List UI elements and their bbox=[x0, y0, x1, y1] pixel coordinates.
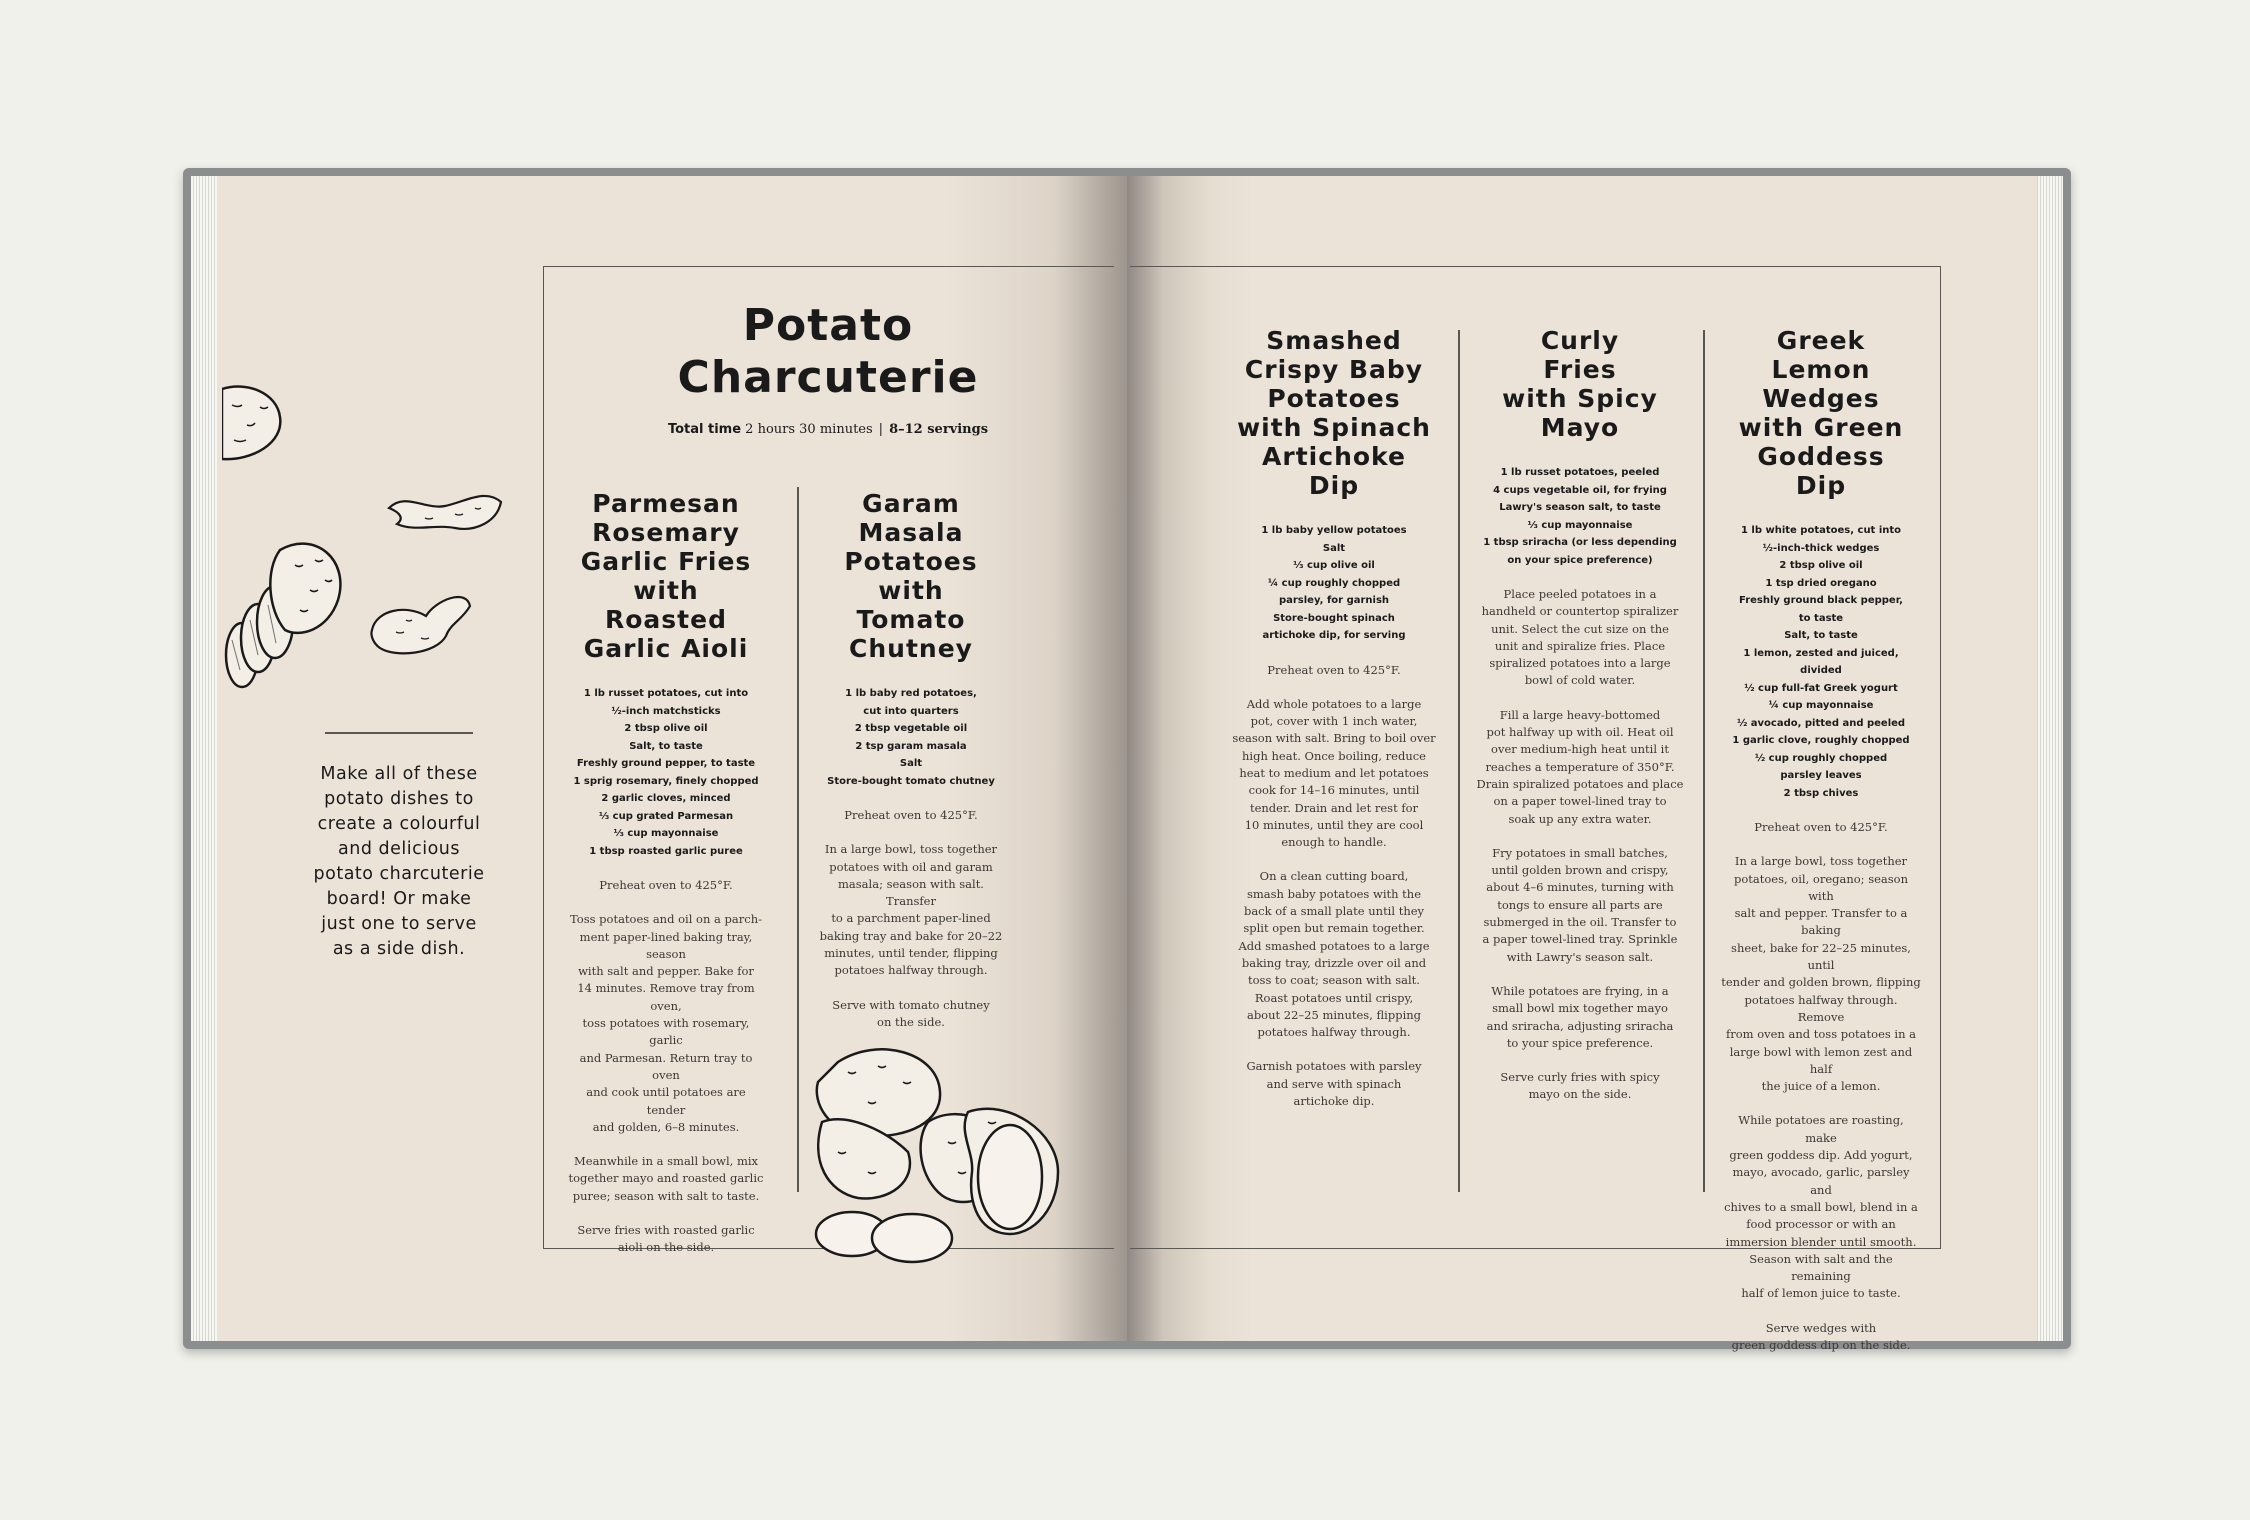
ingredient-list bbox=[566, 685, 766, 860]
method-paragraph bbox=[1475, 983, 1685, 1052]
method-line: potatoes halfway through. bbox=[1257, 1025, 1411, 1040]
method-line: salt and pepper. Transfer to a baking bbox=[1734, 906, 1908, 938]
method-paragraph bbox=[566, 1153, 766, 1205]
method-line: and sriracha, adjusting sriracha bbox=[1486, 1018, 1674, 1033]
method-line: until golden brown and crispy, bbox=[1491, 863, 1669, 878]
method-line: back of a small plate until they bbox=[1243, 904, 1425, 919]
method-line: Preheat oven to 425°F. bbox=[599, 878, 733, 892]
method-line: 14 minutes. Remove tray from oven, bbox=[577, 981, 755, 1013]
method-line: Season with salt and the remaining bbox=[1749, 1251, 1893, 1284]
ingredient-item: 1 tbsp sriracha (or less depending bbox=[1483, 537, 1677, 548]
method-line: tender. Drain and let rest for bbox=[1249, 800, 1419, 815]
ingredient-item: ⅓ cup grated Parmesan bbox=[598, 810, 734, 822]
recipe-title-line: Smashed bbox=[1266, 326, 1402, 355]
page-title bbox=[543, 300, 1113, 404]
method-line: on the side. bbox=[877, 1014, 945, 1029]
method-paragraph bbox=[1475, 1069, 1685, 1104]
ingredient-item: ½ cup roughly chopped bbox=[1754, 752, 1888, 764]
method-line: together mayo and roasted garlic bbox=[568, 1171, 764, 1186]
page-edges-right bbox=[2037, 176, 2063, 1341]
method-line: on a paper towel-lined tray to bbox=[1493, 794, 1667, 809]
method-line: heat to medium and let potatoes bbox=[1239, 765, 1429, 780]
method-paragraph bbox=[1232, 696, 1436, 852]
ingredient-item: parsley, for garnish bbox=[1278, 595, 1390, 606]
potato-chip-illustration-2 bbox=[366, 590, 476, 660]
servings: 8–12 servings bbox=[889, 422, 989, 437]
recipe-title bbox=[1721, 326, 1921, 500]
method-paragraph bbox=[1475, 707, 1685, 828]
method-line: Add whole potatoes to a large bbox=[1246, 696, 1422, 711]
recipe-title-line: Curly bbox=[1540, 326, 1620, 355]
ingredient-item: Store-bought spinach bbox=[1273, 612, 1395, 624]
ingredient-item: 1 garlic clove, roughly chopped bbox=[1732, 735, 1910, 746]
method-line: potatoes halfway through. Remove bbox=[1744, 992, 1898, 1024]
ingredient-item: Store-bought tomato chutney bbox=[827, 775, 995, 787]
method-line: In a large bowl, toss together bbox=[1734, 854, 1908, 869]
method-line: reaches a temperature of 350°F. bbox=[1485, 759, 1675, 774]
method-steps bbox=[1475, 586, 1685, 1104]
column-divider bbox=[1703, 330, 1705, 1192]
recipe-title-line: with bbox=[878, 576, 944, 605]
method-paragraph bbox=[1475, 586, 1685, 690]
method-line: Fill a large heavy-bottomed bbox=[1499, 707, 1661, 722]
recipe-title-line: with Green bbox=[1738, 413, 1904, 442]
method-line: Serve wedges with bbox=[1765, 1320, 1877, 1335]
method-line: baking tray, drizzle over oil and bbox=[1241, 955, 1427, 970]
method-steps bbox=[1721, 819, 1921, 1354]
method-line: bowl of cold water. bbox=[1524, 673, 1636, 688]
ingredient-item: parsley leaves bbox=[1780, 770, 1862, 781]
method-steps bbox=[815, 807, 1007, 1031]
recipe-title-line: Masala bbox=[858, 518, 964, 547]
method-line: green goddess dip on the side. bbox=[1731, 1338, 1911, 1353]
ingredient-item: ¼ cup mayonnaise bbox=[1768, 700, 1874, 711]
recipe-title-line: with bbox=[633, 576, 699, 605]
ingredient-item: 1 tsp dried oregano bbox=[1765, 577, 1877, 589]
method-steps bbox=[566, 877, 766, 1257]
recipe-title-line: Fries bbox=[1543, 355, 1617, 384]
method-line: Add smashed potatoes to a large bbox=[1238, 938, 1430, 953]
recipe-title-line: Greek bbox=[1776, 326, 1866, 355]
method-paragraph bbox=[1721, 1112, 1921, 1302]
title-line-2: Charcuterie bbox=[677, 352, 979, 403]
method-line: with Lawry's season salt. bbox=[1506, 949, 1654, 964]
method-line: handheld or countertop spiralizer bbox=[1481, 604, 1679, 619]
recipe-title-line: Lemon bbox=[1771, 355, 1871, 384]
method-line: about 22–25 minutes, flipping bbox=[1246, 1007, 1422, 1022]
ingredient-item: 2 garlic cloves, minced bbox=[601, 793, 731, 804]
method-line: pot, cover with 1 inch water, bbox=[1250, 714, 1418, 729]
method-line: from oven and toss potatoes in a bbox=[1725, 1027, 1917, 1042]
recipe-title bbox=[1232, 326, 1436, 500]
method-line: While potatoes are frying, in a bbox=[1491, 983, 1669, 998]
method-line: tender and golden brown, flipping bbox=[1721, 975, 1921, 990]
recipe-title bbox=[815, 489, 1007, 663]
method-line: food processor or with an bbox=[1746, 1217, 1896, 1232]
ingredient-item: Salt, to taste bbox=[1784, 630, 1858, 641]
ingredient-item: 2 tbsp chives bbox=[1783, 787, 1859, 799]
column-divider bbox=[797, 487, 799, 1192]
recipe-column bbox=[815, 489, 1007, 1031]
recipe-meta: Total time 2 hours 30 minutes | 8–12 servings bbox=[667, 422, 989, 437]
title-line-1: Potato bbox=[742, 300, 914, 351]
method-line: to a parchment paper-lined bbox=[831, 911, 991, 926]
method-steps bbox=[1232, 662, 1436, 1111]
page-edges-left bbox=[191, 176, 217, 1341]
ingredient-item: ½-inch matchsticks bbox=[611, 705, 721, 717]
method-paragraph bbox=[815, 841, 1007, 979]
recipe-title-line: Parmesan bbox=[592, 489, 740, 518]
method-paragraph bbox=[566, 911, 766, 1136]
method-line: Place peeled potatoes in a bbox=[1503, 587, 1657, 601]
method-line: Garnish potatoes with parsley bbox=[1246, 1059, 1422, 1074]
recipe-column bbox=[1721, 326, 1921, 1354]
ingredient-item: 1 lb baby red potatoes, bbox=[845, 688, 977, 699]
method-line: a paper towel-lined tray. Sprinkle bbox=[1482, 932, 1678, 947]
method-line: enough to handle. bbox=[1281, 835, 1387, 850]
total-time-label: Total time bbox=[667, 422, 742, 437]
ingredient-item: Lawry's season salt, to taste bbox=[1499, 502, 1661, 513]
ingredient-list bbox=[815, 685, 1007, 790]
method-line: season with salt. Bring to boil over bbox=[1232, 731, 1436, 746]
ingredient-item: ⅓ cup olive oil bbox=[1293, 560, 1375, 571]
method-line: Preheat oven to 425°F. bbox=[844, 808, 978, 822]
method-line: half of lemon juice to taste. bbox=[1741, 1286, 1901, 1301]
method-line: tongs to ensure all parts are bbox=[1497, 897, 1663, 912]
method-paragraph bbox=[815, 997, 1007, 1032]
method-paragraph bbox=[1232, 1058, 1436, 1110]
recipe-title-line: Potatoes bbox=[844, 547, 978, 576]
method-line: Drain spiralized potatoes and place bbox=[1476, 776, 1684, 791]
recipe-title-line: Mayo bbox=[1540, 413, 1620, 442]
ingredient-item: ½ cup full-fat Greek yogurt bbox=[1744, 682, 1898, 694]
method-line: In a large bowl, toss together bbox=[824, 842, 998, 857]
method-line: and Parmesan. Return tray to oven bbox=[579, 1050, 753, 1082]
method-paragraph bbox=[1475, 845, 1685, 966]
method-line: green goddess dip. Add yogurt, bbox=[1729, 1148, 1913, 1163]
method-line: spiralized potatoes into a large bbox=[1489, 656, 1671, 671]
method-line: Roast potatoes until crispy, bbox=[1254, 990, 1414, 1005]
method-line: masala; season with salt. Transfer bbox=[838, 876, 984, 909]
ingredient-item: Freshly ground black pepper, bbox=[1739, 595, 1903, 606]
method-line: toss potatoes with rosemary, garlic bbox=[582, 1016, 750, 1048]
recipe-title-line: Crispy Baby bbox=[1244, 355, 1424, 384]
ingredient-item: 2 tbsp vegetable oil bbox=[854, 723, 968, 734]
method-line: and golden, 6–8 minutes. bbox=[592, 1119, 740, 1134]
potato-pile-illustration bbox=[808, 1042, 1078, 1282]
ingredient-item: cut into quarters bbox=[863, 705, 959, 717]
recipe-column bbox=[1475, 326, 1685, 1104]
recipe-title-line: Garlic Aioli bbox=[583, 634, 749, 663]
method-line: toss to coat; season with salt. bbox=[1248, 973, 1420, 988]
method-line: puree; season with salt to taste. bbox=[572, 1188, 760, 1203]
intro-rule bbox=[325, 732, 473, 734]
method-line: with salt and pepper. Bake for bbox=[578, 964, 754, 979]
method-line: Serve curly fries with spicy bbox=[1500, 1070, 1660, 1085]
recipe-title-line: with Spicy bbox=[1502, 384, 1658, 413]
method-paragraph bbox=[1721, 1320, 1921, 1355]
ingredient-item: 1 tbsp roasted garlic puree bbox=[589, 845, 743, 857]
ingredient-item: ½-inch-thick wedges bbox=[1762, 542, 1880, 554]
method-line: split open but remain together. bbox=[1243, 921, 1425, 936]
recipe-title-line: Garam bbox=[862, 489, 960, 518]
method-paragraph bbox=[1721, 853, 1921, 1095]
method-paragraph bbox=[566, 877, 766, 894]
recipe-title bbox=[566, 489, 766, 663]
recipe-title-line: with Spinach bbox=[1237, 413, 1431, 442]
method-line: Preheat oven to 425°F. bbox=[1754, 820, 1888, 834]
intro-text: Make all of these potato dishes to create a colourful and delicious potato charcuterie board! Or make just one to serve as a side dish. bbox=[313, 764, 485, 959]
recipe-title-line: Dip bbox=[1795, 471, 1847, 500]
ingredient-item: Salt bbox=[1322, 542, 1346, 554]
method-line: and serve with spinach bbox=[1266, 1076, 1402, 1091]
ingredient-item: 2 tsp garam masala bbox=[855, 740, 967, 752]
ingredient-item: ⅓ cup mayonnaise bbox=[613, 828, 719, 839]
method-line: Fry potatoes in small batches, bbox=[1492, 845, 1668, 860]
method-line: ment paper-lined baking tray, season bbox=[579, 929, 753, 961]
sliced-potato-illustration bbox=[220, 530, 350, 690]
method-line: mayo, avocado, garlic, parsley and bbox=[1732, 1165, 1910, 1197]
method-line: mayo on the side. bbox=[1528, 1087, 1632, 1102]
ingredient-item: 1 sprig rosemary, finely chopped bbox=[573, 775, 759, 787]
ingredient-list bbox=[1475, 464, 1685, 569]
method-line: On a clean cutting board, bbox=[1259, 869, 1409, 884]
method-line: unit. Select the cut size on the bbox=[1491, 621, 1669, 636]
ingredient-item: artichoke dip, for serving bbox=[1262, 630, 1406, 641]
method-line: potatoes, oil, oregano; season with bbox=[1733, 871, 1909, 903]
ingredient-item: Freshly ground pepper, to taste bbox=[576, 758, 756, 769]
method-line: unit and spiralize fries. Place bbox=[1494, 638, 1666, 653]
method-line: immersion blender until smooth. bbox=[1725, 1234, 1917, 1249]
ingredient-item: ⅓ cup mayonnaise bbox=[1527, 519, 1633, 531]
method-paragraph bbox=[566, 1222, 766, 1257]
ingredient-item: Salt, to taste bbox=[629, 740, 703, 752]
method-line: and cook until potatoes are tender bbox=[586, 1085, 746, 1117]
ingredient-item: to taste bbox=[1798, 612, 1844, 624]
method-line: cook for 14–16 minutes, until bbox=[1248, 783, 1420, 798]
recipe-title-line: Garlic Fries bbox=[580, 547, 752, 576]
method-line: the juice of a lemon. bbox=[1761, 1079, 1881, 1094]
recipe-title-line: Tomato bbox=[856, 605, 966, 634]
method-line: large bowl with lemon zest and half bbox=[1729, 1044, 1913, 1076]
method-line: soak up any extra water. bbox=[1508, 811, 1652, 826]
recipe-title-line: Wedges bbox=[1762, 384, 1880, 413]
method-line: Preheat oven to 425°F. bbox=[1267, 662, 1401, 677]
ingredient-item: 2 tbsp olive oil bbox=[624, 723, 708, 734]
ingredient-item: on your spice preference) bbox=[1507, 554, 1653, 566]
recipe-title-line: Potatoes bbox=[1267, 384, 1401, 413]
ingredient-item: 1 lb baby yellow potatoes bbox=[1261, 525, 1407, 536]
method-line: Meanwhile in a small bowl, mix bbox=[573, 1154, 759, 1169]
potato-illustration-edge bbox=[222, 385, 284, 465]
method-line: Serve with tomato chutney bbox=[832, 997, 990, 1012]
column-divider bbox=[1458, 330, 1460, 1192]
method-paragraph bbox=[1721, 819, 1921, 836]
method-line: high heat. Once boiling, reduce bbox=[1242, 748, 1426, 763]
method-line: over medium-high heat until it bbox=[1491, 742, 1669, 757]
recipe-title-line: Rosemary bbox=[592, 518, 740, 547]
method-line: smash baby potatoes with the bbox=[1246, 886, 1422, 901]
recipe-title-line: Roasted bbox=[605, 605, 727, 634]
method-paragraph bbox=[1232, 662, 1436, 679]
method-line: baking tray and bake for 20–22 bbox=[819, 928, 1003, 943]
method-line: minutes, until tender, flipping bbox=[824, 946, 998, 961]
ingredient-item: 4 cups vegetable oil, for frying bbox=[1493, 484, 1667, 496]
method-line: Toss potatoes and oil on a parch- bbox=[570, 912, 762, 927]
recipe-column bbox=[566, 489, 766, 1257]
method-line: While potatoes are roasting, make bbox=[1738, 1113, 1904, 1145]
ingredient-item: 1 lb russet potatoes, cut into bbox=[583, 688, 749, 699]
ingredient-item: Salt bbox=[899, 758, 923, 769]
method-paragraph bbox=[815, 807, 1007, 824]
ingredient-list bbox=[1232, 522, 1436, 645]
method-line: 10 minutes, until they are cool bbox=[1244, 817, 1424, 832]
method-line: submerged in the oil. Transfer to bbox=[1483, 915, 1677, 930]
ingredient-item: 2 tbsp olive oil bbox=[1779, 560, 1863, 571]
method-line: about 4–6 minutes, turning with bbox=[1486, 880, 1674, 895]
total-time-value: 2 hours 30 minutes bbox=[745, 422, 873, 437]
method-line: sheet, bake for 22–25 minutes, until bbox=[1731, 940, 1911, 973]
recipe-title-line: Goddess bbox=[1757, 442, 1885, 471]
ingredient-item: 1 lb white potatoes, cut into bbox=[1740, 525, 1902, 536]
method-line: potatoes halfway through. bbox=[834, 963, 988, 978]
ingredient-item: ½ avocado, pitted and peeled bbox=[1736, 717, 1906, 729]
ingredient-item: 1 lb russet potatoes, peeled bbox=[1500, 467, 1660, 478]
method-line: pot halfway up with oil. Heat oil bbox=[1486, 725, 1674, 740]
method-paragraph bbox=[1232, 868, 1436, 1041]
recipe-title bbox=[1475, 326, 1685, 442]
ingredient-item: 1 lemon, zested and juiced, divided bbox=[1743, 647, 1899, 676]
recipe-title-line: Dip bbox=[1308, 471, 1360, 500]
recipe-column bbox=[1232, 326, 1436, 1110]
ingredient-list bbox=[1721, 522, 1921, 802]
method-line: small bowl mix together mayo bbox=[1492, 1001, 1668, 1016]
method-line: potatoes with oil and garam bbox=[829, 859, 993, 874]
method-line: to your spice preference. bbox=[1506, 1035, 1654, 1050]
method-line: artichoke dip. bbox=[1293, 1094, 1375, 1109]
ingredient-item: ¼ cup roughly chopped bbox=[1267, 577, 1401, 589]
recipe-title-line: Artichoke bbox=[1262, 442, 1406, 471]
recipe-title-line: Chutney bbox=[849, 634, 973, 663]
method-line: chives to a small bowl, blend in a bbox=[1724, 1199, 1918, 1214]
method-line: aioli on the side. bbox=[617, 1240, 715, 1255]
method-line: Serve fries with roasted garlic bbox=[577, 1223, 755, 1238]
potato-chip-illustration bbox=[385, 488, 505, 538]
